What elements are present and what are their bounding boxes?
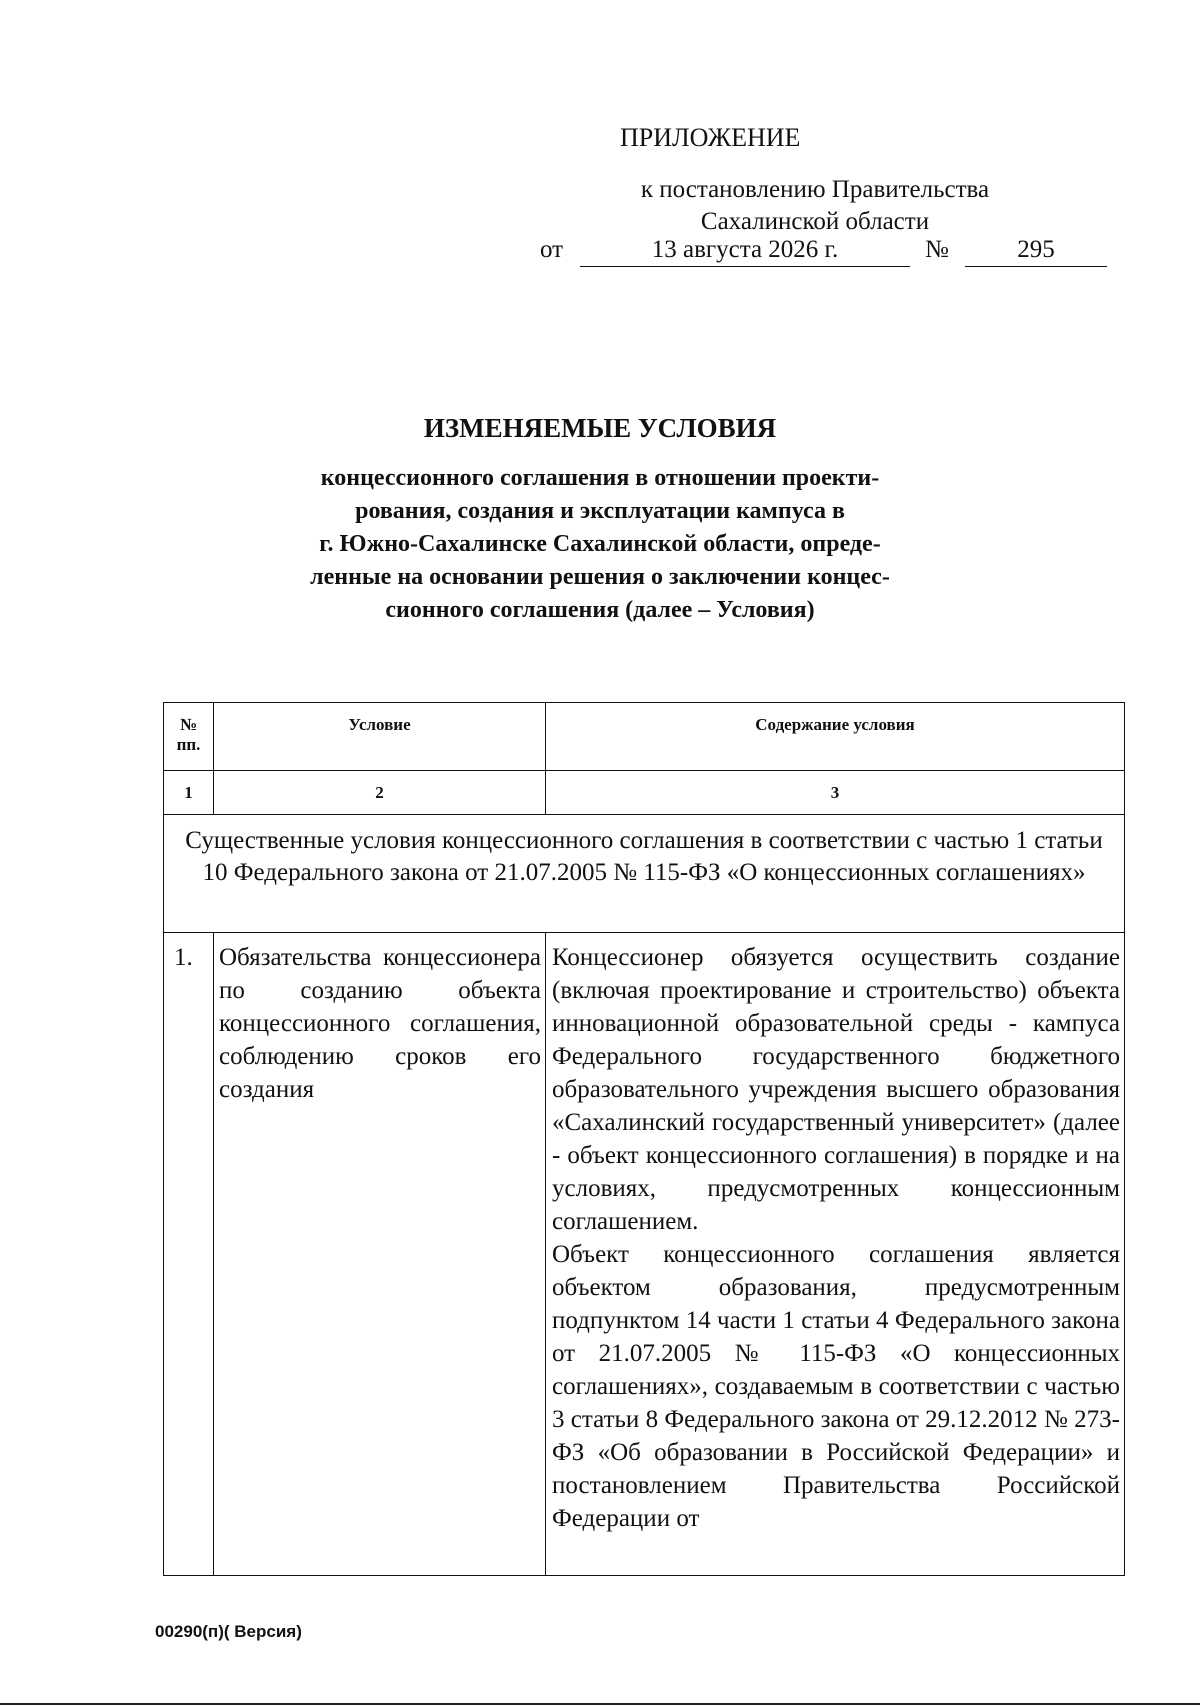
section-row <box>164 815 1125 933</box>
header-number: № пп. <box>164 703 214 771</box>
column-number: 3 <box>546 771 1125 815</box>
subtitle-line: концессионного соглашения в отношении проекти- <box>320 465 880 491</box>
from-label: от <box>540 236 564 263</box>
row-content <box>546 933 1125 1576</box>
appendix-title: ПРИЛОЖЕНИЕ <box>620 123 801 152</box>
row-number: 1. <box>164 933 214 1576</box>
subtitle-line: сионного соглашения (далее – Условия) <box>385 597 815 623</box>
table-row <box>164 933 1125 1576</box>
footer-code: 00290(п)( Версия) <box>155 1622 302 1641</box>
section-title: Существенные условия концессионного соглашения в соответствии с частью 1 статьи 10 Федерального закона от 21.07.2005 № 115-ФЗ «О концессионных соглашениях» <box>164 815 1125 933</box>
content-paragraph: Концессионер обязуется осуществить создание (включая проектирование и строительство) объекта инновационной образовательной среды - кампуса Федерального государственного бюджетного образовательного учреждения высшего образования «Сахалинский государственный университет» (далее - объект концессионного соглашения) в порядке и на условиях, предусмотренных концессионным соглашением. <box>552 944 1120 1235</box>
decree-date: 13 августа 2026 г. <box>580 236 910 267</box>
document-title: ИЗМЕНЯЕМЫЕ УСЛОВИЯ <box>423 413 777 443</box>
subtitle-line: г. Южно-Сахалинске Сахалинской области, опреде- <box>319 531 881 557</box>
appendix-line-1: к постановлению Правительства <box>640 176 990 203</box>
column-number: 1 <box>164 771 214 815</box>
conditions-table <box>163 702 1125 1576</box>
column-number: 2 <box>214 771 546 815</box>
number-label: № <box>925 236 949 263</box>
document-subtitle <box>0 462 1200 627</box>
decree-number: 295 <box>965 236 1107 267</box>
subtitle-line: рования, создания и эксплуатации кампуса в <box>355 498 845 524</box>
bottom-rule <box>0 1703 1200 1705</box>
header-condition: Условие <box>214 703 546 771</box>
row-condition: Обязательства концессионера по созданию объекта концессионного соглашения, соблюдению сроков его создания <box>214 933 546 1576</box>
table-header-row <box>164 703 1125 771</box>
appendix-line-2: Сахалинской области <box>700 208 930 235</box>
header-content: Содержание условия <box>546 703 1125 771</box>
decree-reference <box>540 236 1110 268</box>
column-number-row <box>164 771 1125 815</box>
content-paragraph: Объект концессионного соглашения является объектом образования, предусмотренным подпунктом 14 части 1 статьи 4 Федерального закона от 21.07.2005 № 115-ФЗ «О концессионных соглашениях», создаваемым в соответствии с частью 3 статьи 8 Федерального закона от 29.12.2012 № 273-ФЗ «Об образовании в Российской Федерации» и постановлением Правительства Российской Федерации от <box>552 1241 1120 1532</box>
subtitle-line: ленные на основании решения о заключении концес- <box>310 564 890 590</box>
